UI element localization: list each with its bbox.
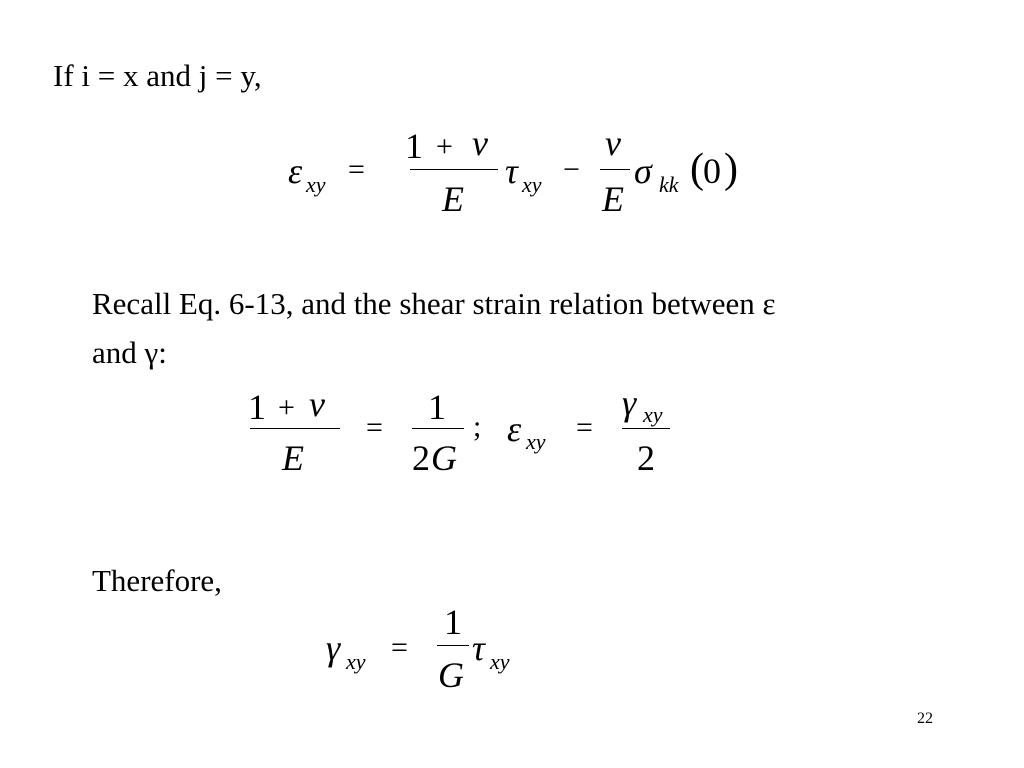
eq2-frac1-den: E: [282, 438, 304, 478]
eq2-semicolon: ;: [473, 410, 482, 443]
eq1-frac1-num-one: 1: [405, 126, 423, 166]
eq1-frac1-num-plus: +: [436, 130, 453, 163]
eq2-frac2-num: 1: [428, 387, 446, 427]
eq2-gamma: γ: [622, 383, 637, 423]
eq2-equals-1: =: [366, 411, 383, 444]
eq1-paren-open: (: [690, 146, 704, 192]
recall-text-line-2: and γ:: [92, 335, 167, 370]
therefore-text: Therefore,: [92, 563, 222, 598]
intro-text: If i = x and j = y,: [53, 58, 262, 93]
eq3-tau-subscript: xy: [490, 649, 510, 674]
eq1-minus: −: [563, 153, 580, 186]
eq2-gamma-subscript: xy: [643, 402, 663, 427]
eq3-tau: τ: [472, 628, 485, 668]
page-number: 22: [917, 710, 933, 727]
eq1-frac1-den: E: [442, 179, 464, 219]
eq3-frac-bar: [437, 645, 469, 646]
eq2-epsilon-subscript: xy: [526, 429, 546, 454]
eq2-frac2-bar: [412, 428, 464, 429]
eq1-frac2-den: E: [602, 179, 624, 219]
recall-text-line-1: Recall Eq. 6-13, and the shear strain relation between ε: [92, 286, 776, 321]
eq1-equals: =: [348, 153, 365, 186]
eq1-frac1-num-nu: ν: [472, 123, 488, 163]
eq2-frac2-den-two: 2: [412, 438, 430, 478]
eq1-tau: τ: [505, 151, 518, 191]
eq1-sigma-subscript: kk: [659, 172, 679, 197]
eq1-paren-close: ): [724, 146, 738, 192]
eq1-epsilon-subscript: xy: [306, 172, 326, 197]
eq2-frac2-den-g: G: [431, 438, 457, 478]
eq2-frac3-bar: [622, 428, 670, 429]
eq1-frac2-num: ν: [605, 123, 621, 163]
eq2-equals-2: =: [576, 411, 593, 444]
eq1-epsilon: ε: [288, 151, 303, 191]
eq2-frac1-num-one: 1: [248, 387, 266, 427]
eq1-frac2-bar: [600, 169, 630, 170]
eq1-frac1-bar: [410, 169, 498, 170]
eq3-frac-num: 1: [444, 602, 462, 642]
eq2-frac1-num-nu: ν: [309, 384, 325, 424]
eq3-equals: =: [391, 631, 408, 664]
eq3-gamma-subscript: xy: [346, 649, 366, 674]
eq1-paren-value: 0: [703, 151, 721, 191]
eq2-frac1-num-plus: +: [278, 391, 295, 424]
eq2-epsilon: ε: [507, 409, 522, 449]
eq3-gamma: γ: [326, 628, 341, 668]
eq3-frac-den: G: [438, 655, 464, 695]
eq1-sigma: σ: [634, 151, 652, 191]
eq2-frac1-bar: [250, 428, 340, 429]
eq2-frac3-den: 2: [637, 438, 655, 478]
eq1-tau-subscript: xy: [522, 172, 542, 197]
